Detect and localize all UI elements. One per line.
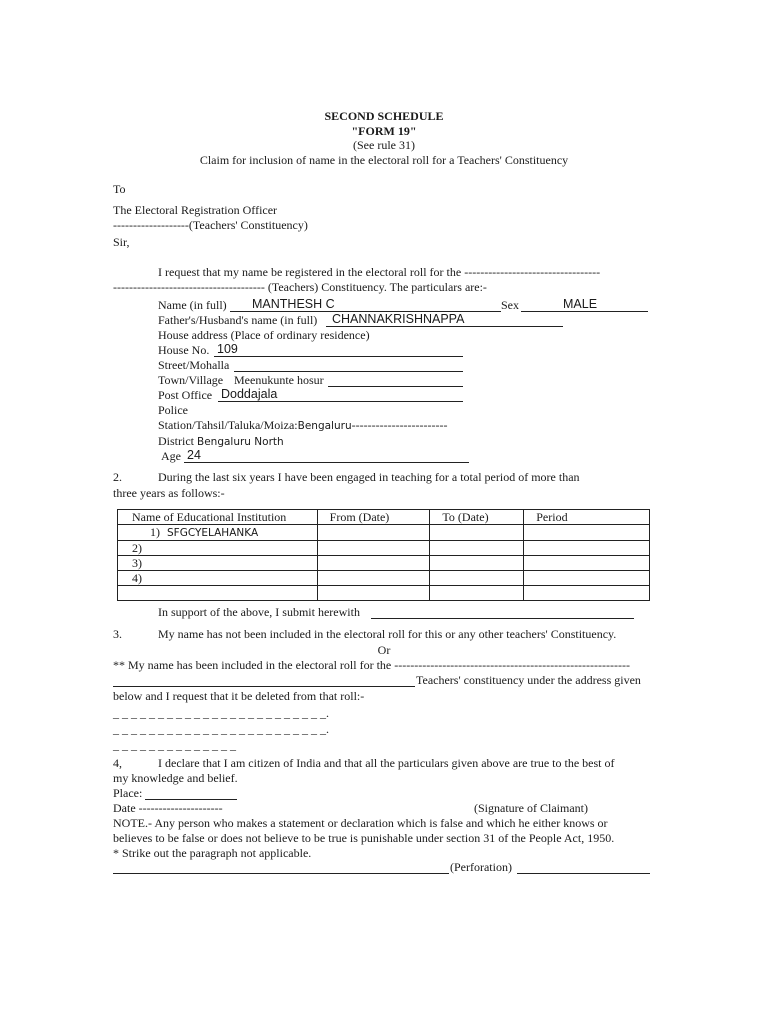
section-2-line-1: During the last six years I have been engaged in teaching for a total period of more than: [158, 470, 580, 484]
table-row: [118, 571, 650, 586]
section-3-text: My name has not been included in the electoral roll for this or any other teachers' Constituency.: [158, 627, 617, 641]
section-2-number: 2.: [113, 470, 122, 484]
district-value: Bengaluru North: [197, 436, 284, 448]
perforation-label: (Perforation): [450, 860, 512, 874]
to-label: To: [113, 182, 126, 196]
institution-cell[interactable]: 2): [118, 541, 318, 556]
father-label: Father's/Husband's name (in full): [158, 313, 318, 327]
section-3-number: 3.: [113, 627, 122, 641]
age-value: 24: [187, 448, 201, 462]
old-address-line-2[interactable]: _ _ _ _ _ _ _ _ _ _ _ _ _ _ _ _ _ _ _ _ _ _ _ _.: [113, 722, 329, 736]
section-2-line-2: three years as follows:-: [113, 486, 225, 500]
from-date-cell[interactable]: [317, 541, 430, 556]
sex-value: MALE: [563, 297, 598, 311]
post-label: Post Office: [158, 388, 213, 402]
district-label: District Bengaluru North: [158, 434, 284, 448]
father-value: CHANNAKRISHNAPPA: [332, 312, 465, 326]
support-text: In support of the above, I submit herewith: [158, 605, 360, 619]
station-label: Station/Tahsil/Taluka/Moiza:Bengaluru------------------------: [158, 418, 448, 432]
header-institution: Name of Educational Institution: [118, 510, 318, 525]
post-value: Doddajala: [221, 387, 278, 401]
officer-line: The Electoral Registration Officer: [113, 203, 278, 217]
institution-cell[interactable]: [118, 586, 318, 601]
perforation-line-right: [517, 860, 650, 874]
header-period: Period: [524, 510, 650, 525]
post-field[interactable]: [218, 388, 463, 402]
note-line-1: NOTE.- Any person who makes a statement or declaration which is false and which he either knows or: [113, 816, 608, 830]
table-header-row: [118, 510, 650, 525]
old-address-line-3[interactable]: _ _ _ _ _ _ _ _ _ _ _ _ _ _: [113, 738, 236, 752]
house-no-label: House No.: [158, 343, 210, 357]
institution-value: SFGCYELAHANKA: [167, 527, 259, 539]
period-cell[interactable]: [524, 556, 650, 571]
institution-cell[interactable]: 4): [118, 571, 318, 586]
name-field[interactable]: [230, 298, 501, 312]
perforation-line-left: [113, 860, 449, 874]
section-4-line-2: my knowledge and belief.: [113, 771, 238, 785]
place-label: Place:: [113, 786, 143, 800]
street-label: Street/Mohalla: [158, 358, 230, 372]
town-value: Meenukunte hosur: [234, 373, 324, 387]
age-label: Age: [161, 449, 181, 463]
house-no-value: 109: [217, 342, 238, 356]
to-date-cell[interactable]: [430, 525, 524, 541]
section-4-number: 4,: [113, 756, 122, 770]
father-field[interactable]: [326, 313, 563, 327]
header-from-date: From (Date): [317, 510, 430, 525]
town-field[interactable]: [328, 373, 463, 387]
period-cell[interactable]: [524, 586, 650, 601]
old-address-line-1[interactable]: _ _ _ _ _ _ _ _ _ _ _ _ _ _ _ _ _ _ _ _ _ _ _ _.: [113, 706, 329, 720]
or-separator: Or: [377, 643, 391, 657]
from-date-cell[interactable]: [317, 556, 430, 571]
place-field[interactable]: [145, 786, 237, 800]
teaching-history-table: [117, 509, 650, 601]
police-label: Police: [158, 403, 188, 417]
name-label: Name (in full): [158, 298, 227, 312]
section-3-alt-line-2: Teachers' constituency under the address given: [416, 673, 641, 687]
town-label: Town/Village: [158, 373, 224, 387]
form-subtitle: Claim for inclusion of name in the electoral roll for a Teachers' Constituency: [199, 153, 569, 167]
to-date-cell[interactable]: [430, 586, 524, 601]
support-field[interactable]: [371, 605, 634, 619]
table-row: [118, 556, 650, 571]
institution-cell[interactable]: 1) SFGCYELAHANKA: [118, 525, 318, 541]
constituency-line: -------------------(Teachers' Constituency): [113, 218, 308, 232]
constituency-field[interactable]: [113, 673, 415, 687]
period-cell[interactable]: [524, 571, 650, 586]
salutation: Sir,: [113, 235, 130, 249]
table-row: [118, 525, 650, 541]
from-date-cell[interactable]: [317, 586, 430, 601]
period-cell[interactable]: [524, 525, 650, 541]
to-date-cell[interactable]: [430, 541, 524, 556]
period-cell[interactable]: [524, 541, 650, 556]
station-value: Bengaluru: [297, 420, 352, 432]
street-field[interactable]: [234, 358, 463, 372]
to-date-cell[interactable]: [430, 556, 524, 571]
header-to-date: To (Date): [430, 510, 524, 525]
table-row: [118, 541, 650, 556]
strike-note: * Strike out the paragraph not applicable.: [113, 846, 312, 860]
section-4-line-1: I declare that I am citizen of India and that all the particulars given above are true to the best of: [158, 756, 615, 770]
table-row: [118, 586, 650, 601]
sex-field[interactable]: [521, 298, 648, 312]
section-3-alt-line-3: below and I request that it be deleted from that roll:-: [113, 689, 365, 703]
house-no-field[interactable]: [214, 343, 463, 357]
from-date-cell[interactable]: [317, 525, 430, 541]
to-date-cell[interactable]: [430, 571, 524, 586]
date-label: Date ---------------------: [113, 801, 223, 815]
institution-cell[interactable]: 3): [118, 556, 318, 571]
rule-reference: (See rule 31): [353, 138, 415, 152]
request-line-1: I request that my name be registered in the electoral roll for the ----------------------------------: [158, 265, 601, 279]
form-number: "FORM 19": [351, 124, 417, 138]
from-date-cell[interactable]: [317, 571, 430, 586]
signature-label: (Signature of Claimant): [474, 801, 588, 815]
schedule-heading: SECOND SCHEDULE: [324, 109, 444, 123]
note-line-2: believes to be false or does not believe to be true is punishable under section 31 of the People Act, 1950.: [113, 831, 615, 845]
house-address-label: House address (Place of ordinary residence): [158, 328, 370, 342]
name-value: MANTHESH C: [252, 297, 335, 311]
section-3-alt-line-1: ** My name has been included in the electoral roll for the -----------------------------------------------------------: [113, 658, 631, 672]
request-line-2: -------------------------------------- (Teachers) Constituency. The particulars are:-: [113, 280, 487, 294]
age-field[interactable]: [184, 449, 469, 463]
sex-label: Sex: [501, 298, 519, 312]
